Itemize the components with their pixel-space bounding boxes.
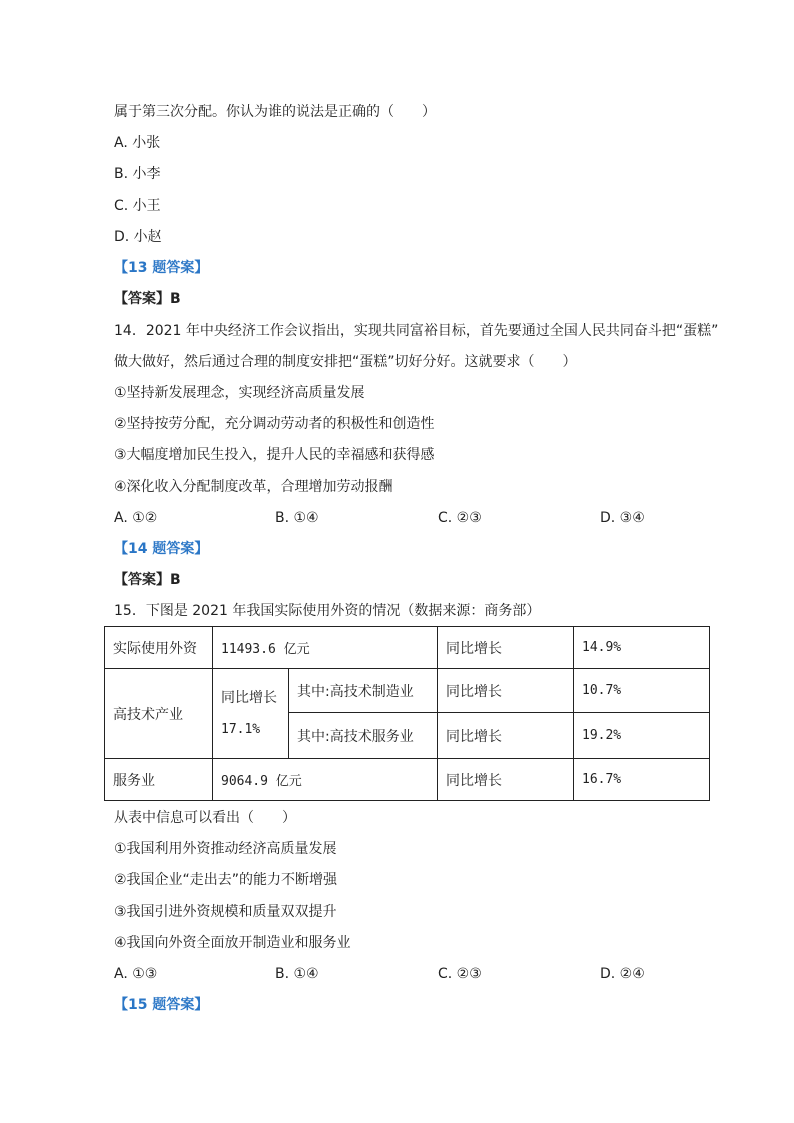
q13-option-b: B. 小李 — [114, 166, 161, 182]
growth-value: 10.7% — [574, 669, 710, 713]
answer-label: 【答案】 — [114, 572, 170, 588]
q15-item-4: ④我国向外资全面放开制造业和服务业 — [114, 935, 351, 951]
q14-item-3: ③大幅度增加民生投入，提升人民的幸福感和获得感 — [114, 447, 435, 463]
sub-growth-cell — [213, 669, 289, 759]
q13-answer — [114, 289, 181, 309]
q14-item-4: ④深化收入分配制度改革，合理增加劳动报酬 — [114, 479, 393, 495]
q15-option-d: D. ②④ — [600, 966, 645, 982]
q14-stem-line2: 做大做好，然后通过合理的制度安排把“蛋糕”切好分好。这就要求（ ） — [114, 354, 577, 370]
q14-option-c: C. ②③ — [438, 510, 482, 526]
table-row — [105, 669, 710, 713]
q13-option-a: A. 小张 — [114, 135, 161, 151]
growth-label: 同比增长 — [438, 713, 574, 759]
q14-item-2: ②坚持按劳分配，充分调动劳动者的积极性和创造性 — [114, 416, 435, 432]
q15-answer-section: 【15 题答案】 — [114, 997, 209, 1013]
q14-answer — [114, 570, 181, 590]
q13-option-c: C. 小王 — [114, 198, 161, 214]
q14-answer-section: 【14 题答案】 — [114, 541, 209, 557]
growth-label: 同比增长 — [438, 669, 574, 713]
q13-option-d: D. 小赵 — [114, 229, 162, 245]
row-label: 服务业 — [105, 759, 213, 801]
q15-option-b: B. ①④ — [275, 966, 319, 982]
growth-label: 同比增长 — [438, 759, 574, 801]
sub-growth-value: 17.1% — [221, 721, 261, 737]
q15-item-3: ③我国引进外资规模和质量双双提升 — [114, 904, 337, 920]
fdi-table — [104, 626, 710, 801]
row-value: 11493.6 亿元 — [213, 627, 438, 669]
growth-value: 14.9% — [574, 627, 710, 669]
sub-growth-label: 同比增长 — [221, 689, 277, 706]
q14-options — [114, 508, 674, 528]
table-row — [105, 627, 710, 669]
row-value: 9064.9 亿元 — [213, 759, 438, 801]
q15-options — [114, 964, 674, 984]
q15-option-a: A. ①③ — [114, 966, 158, 982]
q15-stem: 15．下图是 2021 年我国实际使用外资的情况（数据来源：商务部） — [114, 603, 541, 619]
q13-stem: 属于第三次分配。你认为谁的说法是正确的（ ） — [114, 104, 436, 120]
q14-stem-line1: 14．2021 年中央经济工作会议指出，实现共同富裕目标，首先要通过全国人民共同奋斗把“蛋糕” — [114, 323, 719, 339]
sub-row-label: 其中:高技术服务业 — [289, 713, 438, 759]
q14-option-a: A. ①② — [114, 510, 158, 526]
growth-label: 同比增长 — [438, 627, 574, 669]
growth-value: 19.2% — [574, 713, 710, 759]
q15-item-1: ①我国利用外资推动经济高质量发展 — [114, 841, 337, 857]
row-label: 高技术产业 — [105, 669, 213, 759]
answer-label: 【答案】 — [114, 291, 170, 307]
table-row — [105, 759, 710, 801]
q14-item-1: ①坚持新发展理念，实现经济高质量发展 — [114, 385, 365, 401]
q15-option-c: C. ②③ — [438, 966, 482, 982]
q14-option-b: B. ①④ — [275, 510, 319, 526]
row-label: 实际使用外资 — [105, 627, 213, 669]
q14-option-d: D. ③④ — [600, 510, 645, 526]
sub-row-label: 其中:高技术制造业 — [289, 669, 438, 713]
q13-answer-section: 【13 题答案】 — [114, 260, 209, 276]
answer-value: B — [170, 291, 181, 307]
q15-item-2: ②我国企业“走出去”的能力不断增强 — [114, 872, 338, 888]
answer-value: B — [170, 572, 181, 588]
q15-prompt: 从表中信息可以看出（ ） — [114, 810, 296, 826]
growth-value: 16.7% — [574, 759, 710, 801]
